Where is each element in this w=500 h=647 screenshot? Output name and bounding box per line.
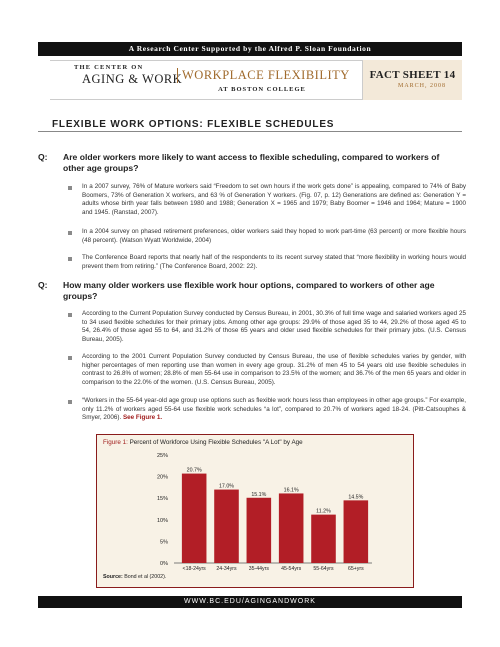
q2-bullet-3: [82, 397, 466, 423]
source-label: Source:: [103, 574, 123, 580]
logo-right: [177, 68, 350, 93]
bullet-marker: [68, 231, 72, 235]
fact-sheet-label: FACT SHEET 14: [369, 69, 456, 81]
bar: [247, 498, 272, 563]
y-tick-label: 15%: [156, 496, 168, 503]
y-tick-label: 5%: [160, 539, 168, 546]
x-tick-label: 35-44yrs: [248, 566, 269, 572]
bullet-marker: [68, 186, 72, 190]
bullet-marker: [68, 356, 72, 360]
footer-url[interactable]: WWW.BC.EDU/AGINGANDWORK: [38, 596, 462, 608]
y-tick-label: 25%: [156, 453, 168, 459]
data-label: 16.1%: [283, 487, 299, 494]
question-2: [38, 280, 462, 302]
y-tick-label: 20%: [156, 474, 168, 481]
see-figure-link[interactable]: See Figure 1.: [122, 414, 163, 422]
data-label: 15.1%: [251, 491, 267, 498]
bar-chart: [96, 447, 414, 573]
bullet-marker: [68, 400, 72, 404]
figure-number: Figure 1:: [103, 439, 128, 446]
logo-line-1: THE CENTER ON: [74, 64, 144, 71]
data-label: 14.5%: [348, 494, 364, 501]
q2-bullet-2: According to the 2001 Current Population Survey conducted by Census Bureau, the use of flexible schedules varies by gender, with higher percentages of men reporting use than women in every age group. 31.2% of men 45 to 54 years old use flexible schedules in contrast to 26.8% of women; 28.8% of men 55-64 use in comparison to 23.5% of the women; and 36.7% of the men 65 years and older in comparison to the 22.0% of the women. (U.S. Census Bureau, 2005).: [82, 353, 466, 386]
bar: [214, 490, 239, 563]
bar: [311, 515, 336, 563]
fact-sheet-date: MARCH, 2008: [397, 83, 446, 89]
data-label: 11.2%: [316, 508, 331, 515]
question-2-text: How many older workers use flexible work hour options, compared to workers of other age groups?: [63, 280, 435, 301]
q1-bullet-1: In a 2007 survey, 76% of Mature workers said “Freedom to set own hours if the work gets done” is appealing, compared to 74% of Baby Boomers, 73% of Generation X workers, and 63 % of Generation Y workers. (Fig. 07, p. 12) Generations are defined as: Generation Y = adults whose birth year falls between 1980 and 1988; Generation X = 1965 and 1979; Baby Boomer = 1946 and 1964; Mature = 1900 and 1945. (Ranstad, 2007).: [82, 183, 466, 216]
figure-source: [103, 574, 166, 580]
bullet-marker: [68, 257, 72, 261]
title-rule: [38, 131, 462, 132]
y-tick-label: 0%: [160, 561, 168, 567]
q1-bullet-2: In a 2004 survey on phased retirement preferences, older workers said they hoped to work part-time (63 percent) or more flexible hours (48 percent). (Watson Wyatt Worldwide, 2004): [82, 228, 466, 244]
bullet-marker: [68, 313, 72, 317]
source-text: Bond et al (2002).: [124, 574, 167, 580]
y-tick-label: 10%: [156, 517, 168, 524]
page-title: FLEXIBLE WORK OPTIONS: FLEXIBLE SCHEDULES: [52, 119, 335, 130]
x-tick-label: 45-54yrs: [281, 566, 302, 572]
x-tick-label: <18-24yrs: [182, 566, 206, 572]
x-tick-label: 55-64yrs: [313, 566, 334, 572]
logo-line-2: AGING & WORK: [82, 72, 183, 86]
top-banner: A Research Center Supported by the Alfred P. Sloan Foundation: [38, 42, 462, 56]
bar: [182, 474, 207, 563]
bar: [344, 500, 369, 563]
figure-title: [103, 439, 303, 446]
q2-bullet-1: According to the Current Population Survey conducted by Census Bureau, in 2001, 30.3% of full time wage and salaried workers aged 25 to 34 used flexible schedules for their primary jobs. Among other age groups: 29.9% of those aged 35 to 44, 29.2% of those aged 45 to 54, 26.4% of those aged 55 to 64, and 31.2% of those 65 years and older used flexible schedules for their primary jobs. (U.S. Census Bureau, 2005).: [82, 310, 466, 343]
bar: [279, 493, 304, 563]
q2-bullet-3-text: “Workers in the 55-64 year-old age group use options such as flexible work hours less than employees in other age groups.” For example, only 11.2% of workers aged 55-64 use flexible work schedules “a lot”, compared to 20.7% of workers aged 18-24. (Pitt-Catsouphes & Smyer, 2006).: [82, 397, 466, 422]
logo-left: [34, 64, 184, 87]
figure-caption: Percent of Workforce Using Flexible Schedules "A Lot" by Age: [129, 439, 303, 446]
data-label: 17.0%: [218, 483, 235, 490]
logo-line-4: AT BOSTON COLLEGE: [218, 86, 306, 93]
question-1-text: Are older workers more likely to want access to flexible scheduling, compared to workers of other age groups?: [63, 152, 440, 173]
data-label: 20.7%: [186, 467, 202, 474]
q1-bullet-3: The Conference Board reports that nearly half of the respondents to its recent survey stated that “more flexibility in working hours would prevent them from retiring.” (The Conference Board, 2002: 22).: [82, 254, 466, 270]
fact-sheet-box: [362, 60, 462, 100]
question-1: [38, 152, 462, 174]
question-2-label: Q:: [38, 280, 48, 290]
x-tick-label: 24-34yrs: [216, 566, 237, 572]
question-1-label: Q:: [38, 152, 48, 162]
x-tick-label: 65+yrs: [347, 566, 364, 572]
logo-line-3: WORKPLACE FLEXIBILITY: [177, 68, 347, 83]
